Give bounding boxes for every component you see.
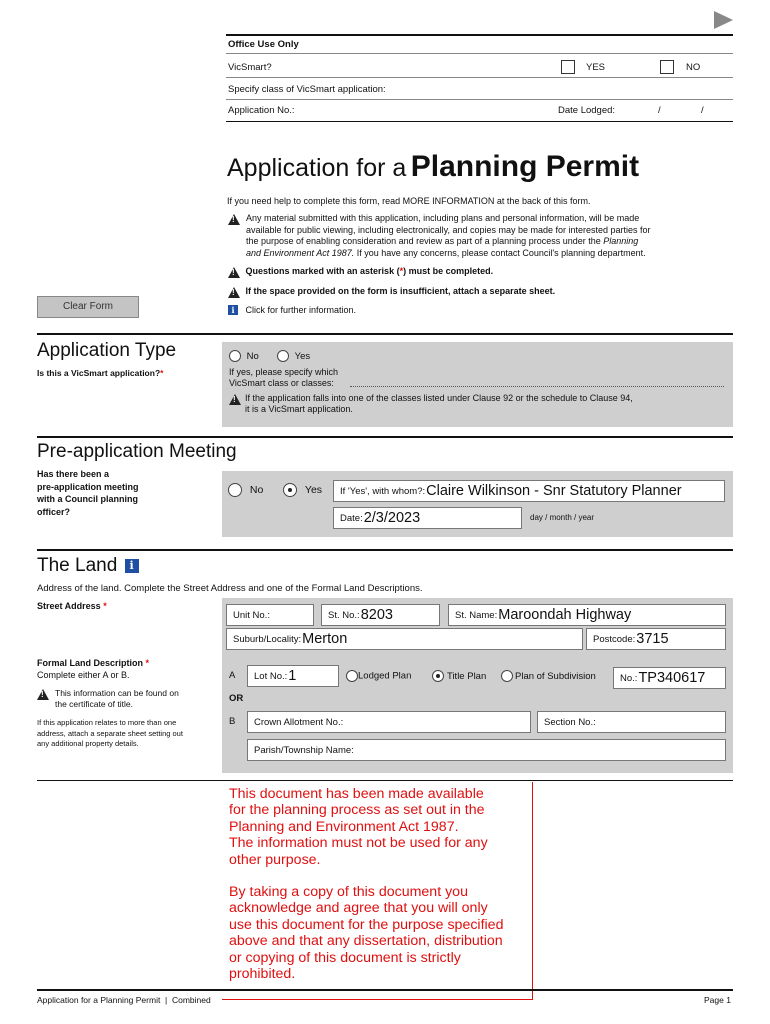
pre-app-no-radio[interactable] bbox=[228, 483, 242, 497]
title-main: Planning Permit bbox=[410, 150, 640, 183]
plan-no-field[interactable]: No.: TP340617 bbox=[613, 667, 726, 689]
disclaimer-text: This document has been made available for the planning process as set out in the Planning and Environment Act 1987. The information must not be used for any other purpose. By taking a copy of this document you acknowledge and agree that you will only use this document for the purpose specified above and that any dissertation, distribution or copying of this document is strictly prohibited. bbox=[229, 786, 504, 983]
info-notice[interactable]: i Click for further information. bbox=[228, 305, 356, 315]
date-format-hint: day / month / year bbox=[530, 513, 595, 522]
street-address-label: Street Address * bbox=[37, 601, 107, 611]
title-plan-radio[interactable] bbox=[432, 670, 444, 682]
date-slash: / bbox=[701, 105, 704, 116]
office-yes-checkbox[interactable] bbox=[561, 60, 575, 74]
info-icon[interactable]: i bbox=[228, 305, 238, 315]
public-viewing-notice bbox=[228, 213, 651, 258]
option-b-label: B bbox=[229, 716, 236, 727]
vicsmart-question: Is this a VicSmart application?* bbox=[37, 368, 164, 378]
option-a-label: A bbox=[229, 670, 236, 681]
pre-app-no-option[interactable]: No bbox=[228, 483, 263, 497]
help-text: If you need help to complete this form, read MORE INFORMATION at the back of this form. bbox=[227, 196, 591, 206]
office-yes-label: YES bbox=[586, 62, 606, 73]
warning-icon bbox=[228, 287, 240, 298]
notice-line: available for public viewing, including electronically, and copies may be made for interested parties for bbox=[246, 224, 651, 235]
specify-classes: If yes, please specify which VicSmart class or classes: bbox=[229, 367, 339, 388]
or-label: OR bbox=[229, 693, 244, 704]
space-notice: ! If the space provided on the form is insufficient, attach a separate sheet. bbox=[228, 286, 555, 298]
street-no-value: 8203 bbox=[360, 607, 393, 623]
street-no-field[interactable]: St. No.: 8203 bbox=[321, 604, 440, 626]
footer-left: Application for a Planning Permit | Combined bbox=[37, 995, 214, 1005]
meeting-date-value: 2/3/2023 bbox=[363, 510, 421, 526]
vicsmart-yes-option[interactable]: Yes bbox=[277, 350, 310, 362]
warning-icon bbox=[228, 267, 240, 278]
notice-line: and Environment Act 1987. If you have any concerns, please contact Council's planning department. bbox=[246, 247, 646, 258]
pre-application-title: Pre-application Meeting bbox=[37, 441, 237, 462]
lodged-plan-option[interactable]: Lodged Plan bbox=[346, 670, 411, 682]
postcode-field[interactable]: Postcode: 3715 bbox=[586, 628, 726, 650]
clause-notice: ! If the application falls into one of the classes listed under Clause 92 or the schedule to Clause 94, it is a VicSmart application. bbox=[229, 393, 241, 405]
suburb-field[interactable]: Suburb/Locality: Merton bbox=[226, 628, 583, 650]
specify-class-label: Specify class of VicSmart application: bbox=[228, 84, 386, 95]
warning-icon bbox=[37, 689, 49, 700]
date-slash: / bbox=[658, 105, 661, 116]
plan-no-value: TP340617 bbox=[638, 670, 706, 686]
office-no-label: NO bbox=[686, 62, 701, 73]
vicsmart-label: VicSmart? bbox=[228, 62, 272, 73]
office-use-title: Office Use Only bbox=[228, 39, 299, 50]
crown-allotment-field[interactable]: Crown Allotment No.: bbox=[247, 711, 531, 733]
vicsmart-no-option[interactable]: No bbox=[229, 350, 259, 362]
lodged-plan-radio[interactable] bbox=[346, 670, 358, 682]
notice-line: the purpose of enabling consideration and review as part of a planning process under the Planning bbox=[246, 236, 639, 246]
page-number: Page 1 bbox=[704, 995, 731, 1005]
the-land-title: The Land i bbox=[37, 555, 139, 577]
with-whom-value: Claire Wilkinson - Snr Statutory Planner bbox=[426, 483, 682, 499]
application-type-title: Application Type bbox=[37, 340, 177, 361]
land-intro: Address of the land. Complete the Street Address and one of the Formal Land Descriptions. bbox=[37, 583, 423, 594]
page-title bbox=[227, 150, 639, 184]
unit-no-field[interactable]: Unit No.: bbox=[226, 604, 314, 626]
pre-app-yes-option[interactable]: Yes bbox=[283, 483, 322, 497]
warning-icon bbox=[229, 394, 241, 405]
vicsmart-yes-radio[interactable] bbox=[277, 350, 289, 362]
next-page-arrow-icon[interactable] bbox=[714, 11, 733, 29]
asterisk-notice: ! Questions marked with an asterisk (*) must be completed. bbox=[228, 266, 493, 278]
clear-form-button[interactable]: Clear Form bbox=[37, 296, 139, 318]
section-no-field[interactable]: Section No.: bbox=[537, 711, 726, 733]
office-no-checkbox[interactable] bbox=[660, 60, 674, 74]
warning-icon bbox=[228, 214, 240, 225]
formal-land-label: Formal Land Description * Complete either A or B. bbox=[37, 658, 150, 680]
suburb-value: Merton bbox=[302, 631, 348, 647]
pre-app-yes-radio[interactable] bbox=[283, 483, 297, 497]
street-name-field[interactable]: St. Name: Maroondah Highway bbox=[448, 604, 726, 626]
date-lodged-label: Date Lodged: bbox=[558, 105, 616, 116]
plan-subdivision-option[interactable]: Plan of Subdivision bbox=[501, 670, 596, 682]
vicsmart-no-radio[interactable] bbox=[229, 350, 241, 362]
title-plan-option[interactable]: Title Plan bbox=[432, 670, 486, 682]
multiple-address-notice: If this application relates to more than one address, attach a separate sheet setting out any additional property details. bbox=[37, 718, 183, 748]
with-whom-field[interactable]: If 'Yes', with whom?: Claire Wilkinson - Snr Statutory Planner bbox=[333, 480, 725, 502]
postcode-value: 3715 bbox=[636, 631, 669, 647]
vicsmart-class-input[interactable] bbox=[350, 386, 724, 387]
street-name-value: Maroondah Highway bbox=[498, 607, 632, 623]
lot-no-value: 1 bbox=[288, 668, 297, 684]
meeting-date-field[interactable]: Date: 2/3/2023 bbox=[333, 507, 522, 529]
info-icon[interactable]: i bbox=[125, 559, 139, 573]
notice-line: Any material submitted with this application, including plans and personal information, will be made bbox=[246, 213, 640, 223]
certificate-notice: ! This information can be found on the certificate of title. bbox=[37, 688, 49, 700]
lot-no-field[interactable]: Lot No.: 1 bbox=[247, 665, 339, 687]
title-prefix: Application for a bbox=[227, 154, 407, 182]
pre-application-question: Has there been a pre-application meeting with a Council planning officer? bbox=[37, 469, 139, 517]
parish-field[interactable]: Parish/Township Name: bbox=[247, 739, 726, 761]
plan-subdivision-radio[interactable] bbox=[501, 670, 513, 682]
application-no-label: Application No.: bbox=[228, 105, 295, 116]
